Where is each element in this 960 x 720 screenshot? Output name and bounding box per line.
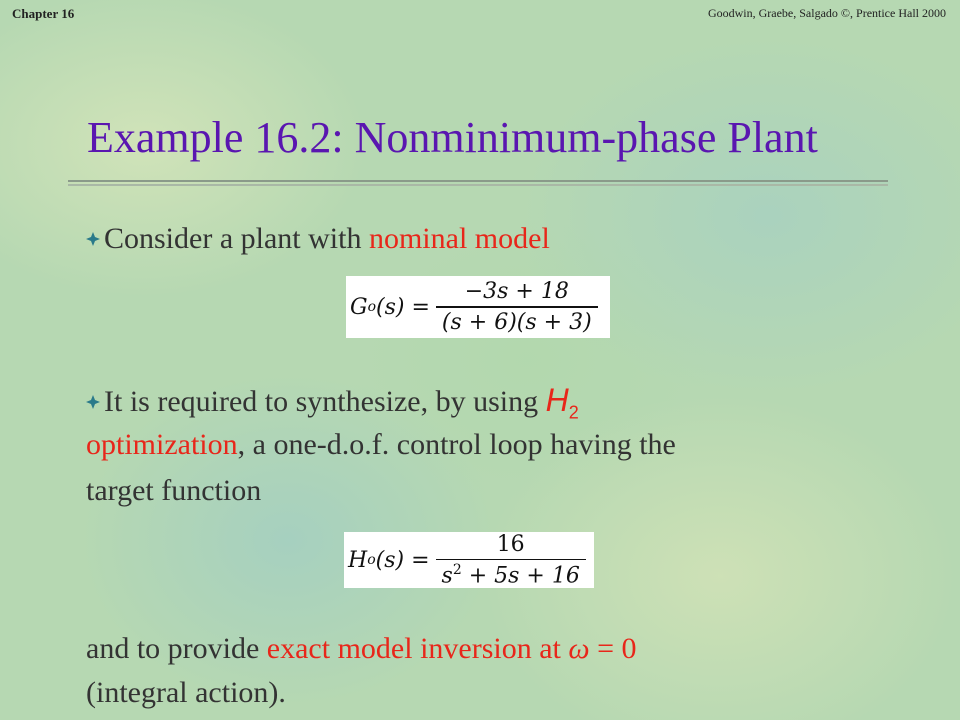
closing-text: and to provide xyxy=(86,632,267,665)
credit-label: Goodwin, Graebe, Salgado ©, Prentice Hall 2000 xyxy=(707,6,946,20)
eq1-fraction xyxy=(436,279,598,335)
eq1-numerator: −3s + 18 xyxy=(464,279,569,305)
h2-symbol: $H_2$ xyxy=(545,382,579,423)
closing-line2: (integral action). xyxy=(86,676,286,709)
exact-inversion-highlight: exact model inversion at ω = 0 xyxy=(266,632,637,665)
equation-target-function xyxy=(344,532,594,588)
eq2-lhs-sub: o xyxy=(367,552,376,568)
bullet-consider-text: Consider a plant with xyxy=(104,222,369,255)
diamond-bullet-icon xyxy=(86,232,100,246)
eq1-lhs: G xyxy=(350,294,368,320)
eq2-lhs: H xyxy=(348,547,368,573)
eq1-lhs-sub: o xyxy=(367,299,377,315)
equation-nominal-model xyxy=(346,276,610,338)
eq2-denominator: $s^2 + 5s + 16$ xyxy=(441,562,580,589)
nominal-model-highlight: nominal model xyxy=(368,222,550,255)
omega-symbol: ω xyxy=(568,632,590,665)
chapter-label: Chapter 16 xyxy=(12,6,75,21)
title-divider xyxy=(68,180,888,186)
eq2-lhs-arg: (s) = xyxy=(375,547,430,573)
bullet-synthesize xyxy=(86,382,579,423)
eq2-numerator: 16 xyxy=(496,531,525,557)
bullet-synthesize-line2-text: , a one-d.o.f. control loop having the xyxy=(237,428,676,461)
eq2-fraction xyxy=(436,532,586,589)
bullet-synthesize-text: It is required to synthesize, by using xyxy=(104,385,546,418)
bullet-synthesize-line3: target function xyxy=(86,474,262,507)
diamond-bullet-icon xyxy=(86,395,100,409)
bullet-consider xyxy=(86,222,550,256)
eq1-lhs-arg: (s) = xyxy=(376,294,430,320)
eq1-denominator: (s + 6)(s + 3) xyxy=(441,309,592,335)
closing-line1 xyxy=(86,632,636,666)
slide-title: Example 16.2: Nonminimum-phase Plant xyxy=(87,113,818,162)
optimization-highlight: optimization xyxy=(86,428,238,461)
bullet-synthesize-line2 xyxy=(86,428,676,462)
